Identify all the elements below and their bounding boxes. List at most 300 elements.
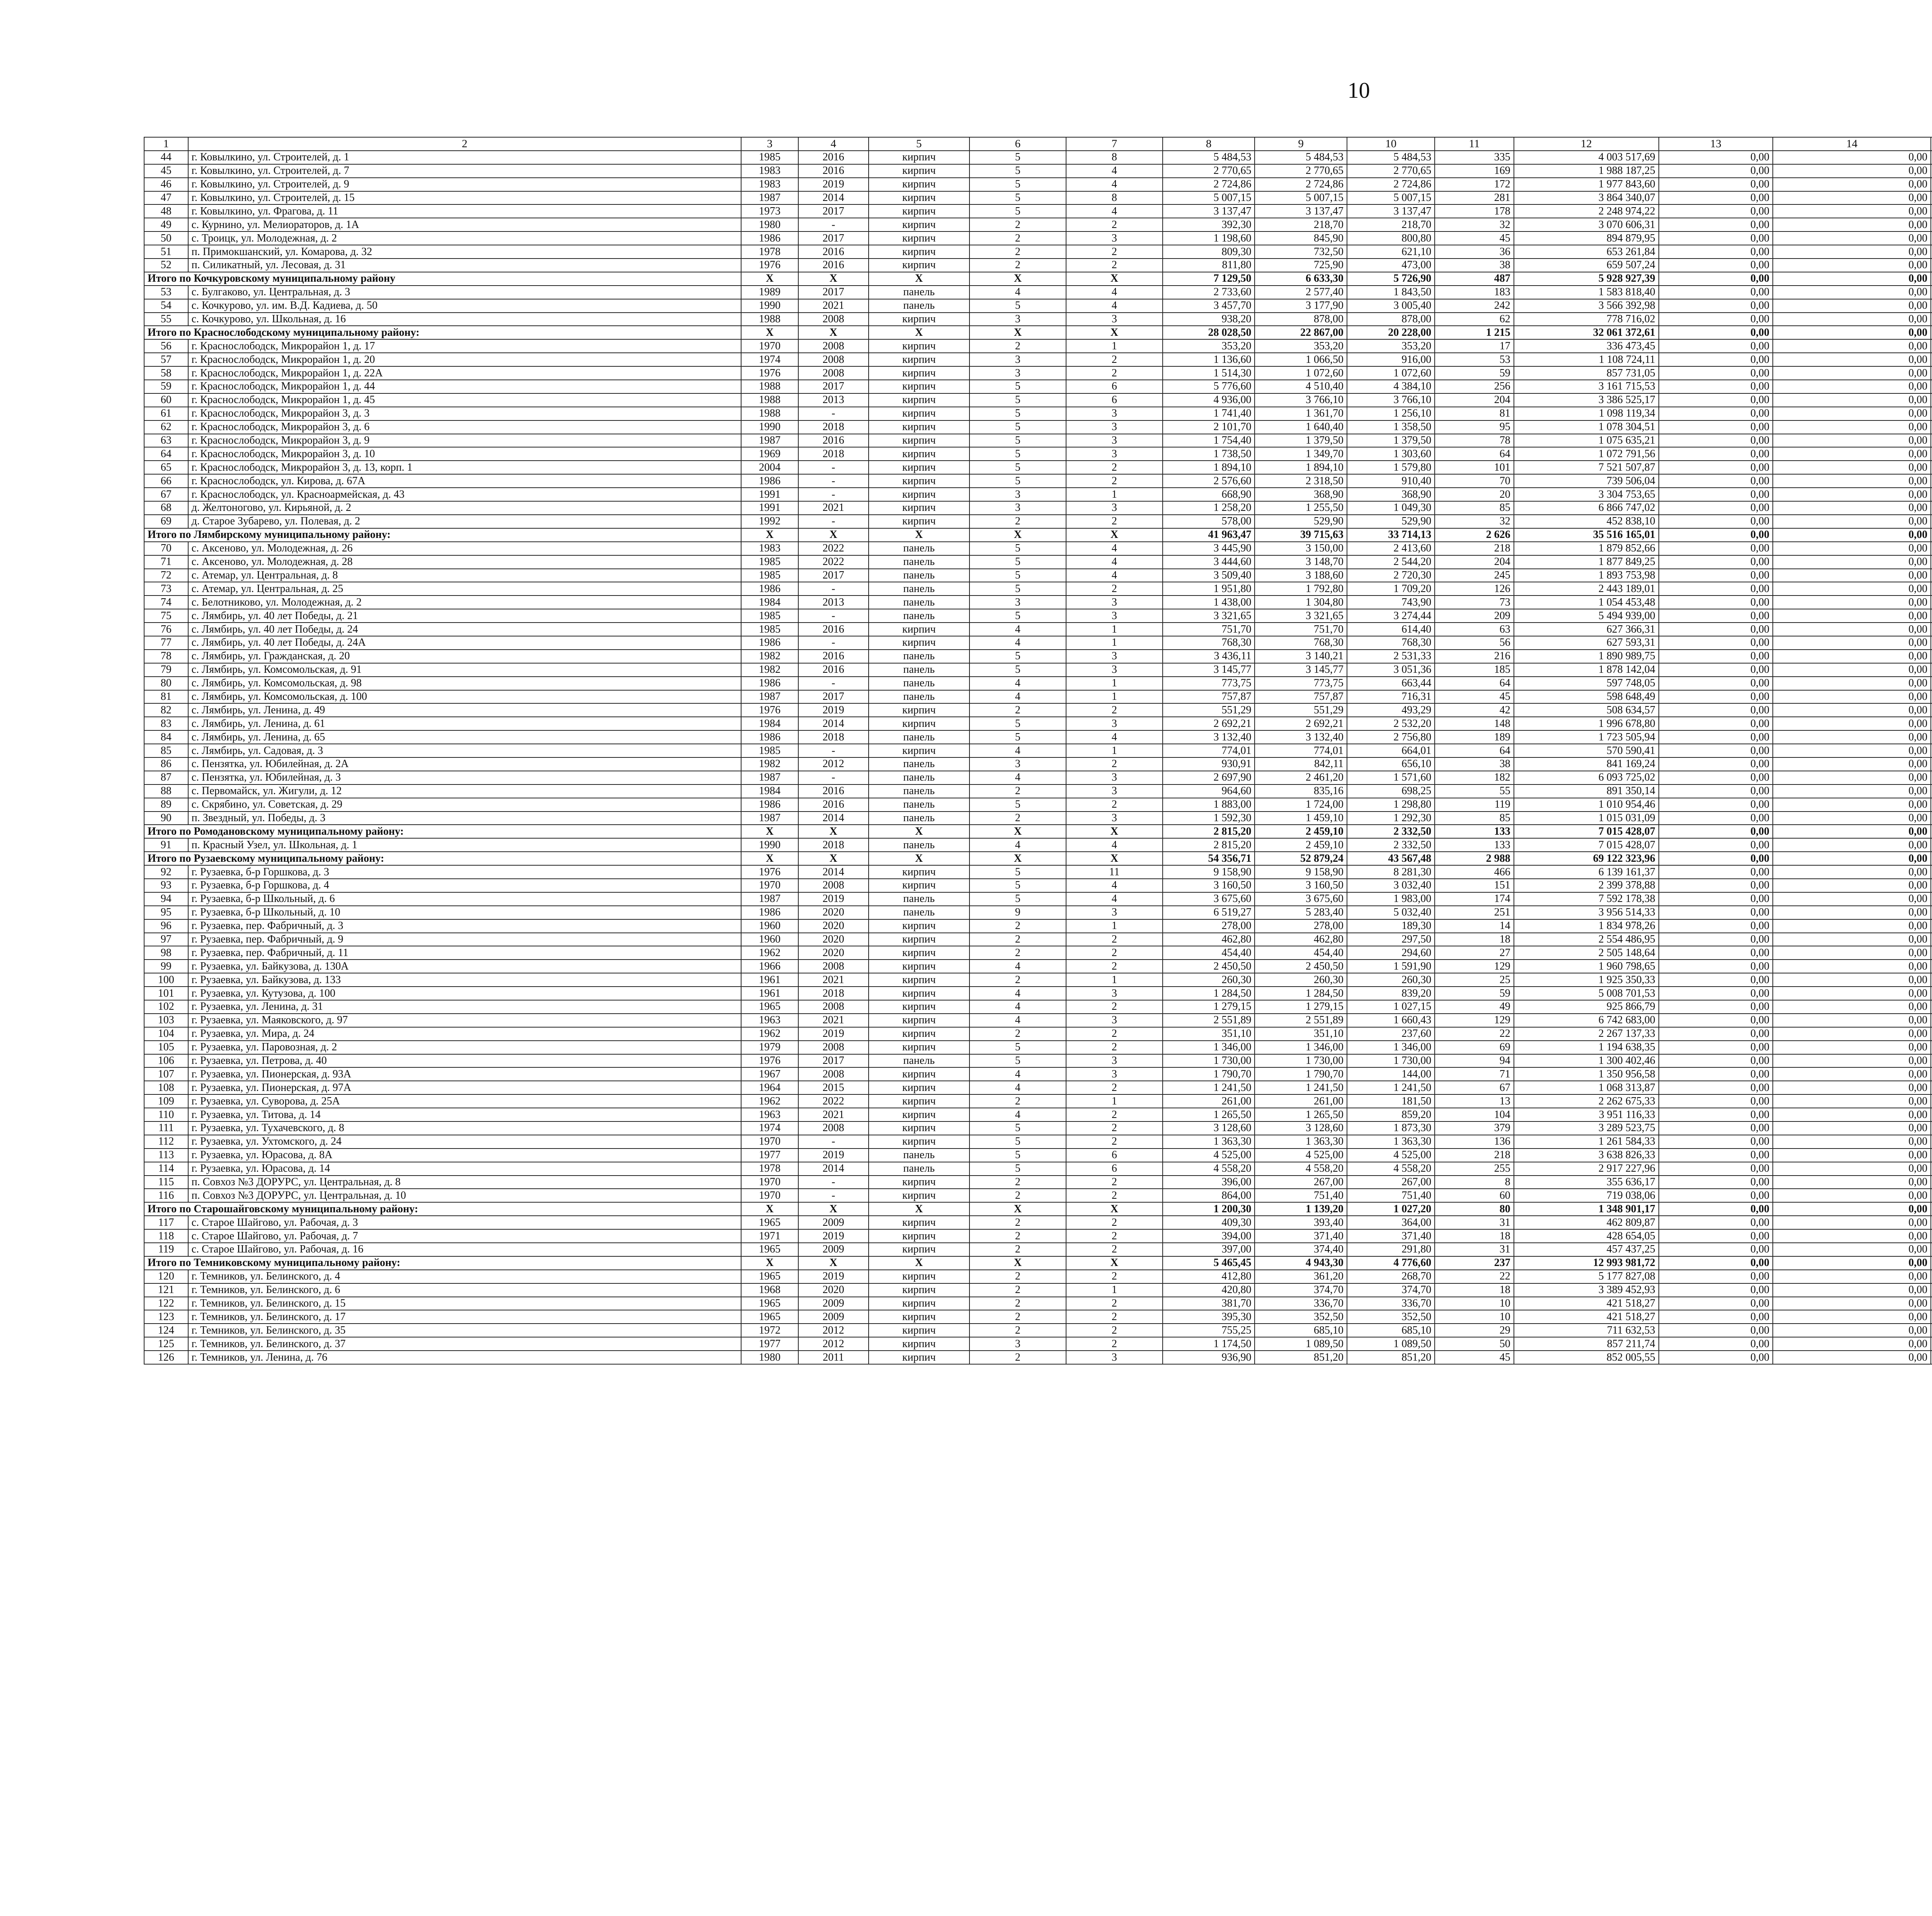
table-cell: 64 xyxy=(1435,677,1514,690)
table-cell: 5 xyxy=(969,1135,1066,1149)
address-cell: с. Лямбирь, ул. Комсомольская, д. 98 xyxy=(188,677,742,690)
table-cell: 5 177 827,08 xyxy=(1514,1270,1659,1283)
row-number-cell: 113 xyxy=(144,1149,188,1162)
table-cell: 1965 xyxy=(741,1000,798,1014)
table-cell: 1 198,60 xyxy=(1163,231,1255,245)
table-cell: 1991 xyxy=(741,488,798,501)
table-cell: панель xyxy=(869,798,969,812)
table-cell: 1 730,00 xyxy=(1163,1054,1255,1068)
table-cell: 1982 xyxy=(741,650,798,663)
table-cell: 851,20 xyxy=(1347,1351,1435,1364)
table-cell: 1990 xyxy=(741,420,798,434)
table-cell: 2 724,86 xyxy=(1347,178,1435,191)
row-number-cell: 58 xyxy=(144,366,188,380)
table-row xyxy=(144,987,1932,1000)
district-total-row xyxy=(144,825,1932,838)
table-cell: 3 xyxy=(969,366,1066,380)
table-row xyxy=(144,798,1932,812)
table-cell: X xyxy=(969,528,1066,542)
table-cell: 1 xyxy=(1066,919,1163,933)
table-cell: 1 255,50 xyxy=(1255,501,1347,515)
row-number-cell: 88 xyxy=(144,784,188,798)
table-cell: 1991 xyxy=(741,501,798,515)
table-row xyxy=(144,569,1932,582)
table-cell: кирпич xyxy=(869,1243,969,1256)
address-cell: д. Старое Зубарево, ул. Полевая, д. 2 xyxy=(188,515,742,528)
address-cell: г. Краснослободск, Микрорайон 1, д. 20 xyxy=(188,353,742,366)
table-cell: панель xyxy=(869,906,969,919)
table-cell: 1 300 402,46 xyxy=(1514,1054,1659,1068)
table-cell: 0,00 xyxy=(1659,1297,1773,1310)
table-row xyxy=(144,1162,1932,1176)
table-cell: 1 883,00 xyxy=(1163,798,1255,812)
table-cell: 0,00 xyxy=(1659,1189,1773,1202)
table-row xyxy=(144,1310,1932,1324)
table-cell: 0,00 xyxy=(1659,407,1773,420)
table-cell: 0,00 xyxy=(1659,1027,1773,1041)
table-cell: 3 145,77 xyxy=(1163,663,1255,677)
table-cell: 5 xyxy=(969,663,1066,677)
table-cell: 368,90 xyxy=(1255,488,1347,501)
table-cell: 6 866 747,02 xyxy=(1514,501,1659,515)
table-cell: кирпич xyxy=(869,1229,969,1243)
table-cell: 182 xyxy=(1435,771,1514,784)
table-cell: 773,75 xyxy=(1255,677,1347,690)
table-cell: кирпич xyxy=(869,1270,969,1283)
table-cell: 1986 xyxy=(741,582,798,596)
table-cell: 85 xyxy=(1435,812,1514,825)
table-cell: 0,00 xyxy=(1773,596,1931,609)
table-cell: 5 xyxy=(969,609,1066,623)
table-cell: 3 638 826,33 xyxy=(1514,1149,1659,1162)
table-cell: 2021 xyxy=(798,1014,869,1027)
table-cell: 1 996 678,80 xyxy=(1514,717,1659,730)
table-cell: 3 321,65 xyxy=(1255,609,1347,623)
table-cell: 1 194 638,35 xyxy=(1514,1041,1659,1054)
table-cell: 3 444,60 xyxy=(1163,555,1255,569)
table-cell: 183 xyxy=(1435,286,1514,299)
table-cell: кирпич xyxy=(869,231,969,245)
table-cell: 1969 xyxy=(741,447,798,461)
table-cell: 1970 xyxy=(741,339,798,353)
district-total-label: Итого по Ромодановскому муниципальному району: xyxy=(144,825,741,838)
table-cell: 2 xyxy=(969,973,1066,987)
table-cell: 2 xyxy=(1066,1189,1163,1202)
table-cell: 0,00 xyxy=(1773,1081,1931,1094)
table-cell: 0,00 xyxy=(1659,960,1773,973)
table-cell: 0,00 xyxy=(1773,744,1931,757)
table-cell: 0,00 xyxy=(1773,919,1931,933)
table-cell: 148 xyxy=(1435,717,1514,730)
table-cell: 2 xyxy=(1066,1297,1163,1310)
table-cell: 0,00 xyxy=(1773,204,1931,218)
table-cell: 0,00 xyxy=(1659,1202,1773,1216)
table-cell: 1 010 954,46 xyxy=(1514,798,1659,812)
table-cell: 2 xyxy=(969,1216,1066,1229)
table-cell: 0,00 xyxy=(1773,784,1931,798)
table-cell: 1 136,60 xyxy=(1163,353,1255,366)
table-cell: 1988 xyxy=(741,407,798,420)
address-cell: с. Булгаково, ул. Центральная, д. 3 xyxy=(188,286,742,299)
table-cell: 0,00 xyxy=(1659,1310,1773,1324)
table-cell: 7 129,50 xyxy=(1163,272,1255,286)
table-cell: 2 xyxy=(1066,1027,1163,1041)
table-cell: 35 516 165,01 xyxy=(1514,528,1659,542)
row-number-cell: 62 xyxy=(144,420,188,434)
table-cell: 2021 xyxy=(798,501,869,515)
table-cell: 2 xyxy=(1066,960,1163,973)
table-row xyxy=(144,1243,1932,1256)
table-cell: панель xyxy=(869,582,969,596)
table-cell: 1964 xyxy=(741,1081,798,1094)
address-cell: г. Рузаевка, ул. Пионерская, д. 93А xyxy=(188,1067,742,1081)
table-cell: 1973 xyxy=(741,204,798,218)
row-number-cell: 54 xyxy=(144,299,188,313)
table-cell: 493,29 xyxy=(1347,703,1435,717)
table-cell: кирпич xyxy=(869,259,969,272)
table-cell: 3 509,40 xyxy=(1163,569,1255,582)
table-cell: 5 484,53 xyxy=(1255,151,1347,164)
table-cell: 2019 xyxy=(798,178,869,191)
table-cell: 2 xyxy=(969,784,1066,798)
table-cell: 394,00 xyxy=(1163,1229,1255,1243)
table-cell: 5 xyxy=(969,555,1066,569)
table-cell: 245 xyxy=(1435,569,1514,582)
table-cell: 1 298,80 xyxy=(1347,798,1435,812)
table-cell: X xyxy=(869,852,969,865)
table-cell: 1 640,40 xyxy=(1255,420,1347,434)
table-cell: кирпич xyxy=(869,987,969,1000)
table-cell: X xyxy=(869,1256,969,1270)
address-cell: г. Краснослободск, Микрорайон 3, д. 9 xyxy=(188,434,742,448)
table-cell: 2019 xyxy=(798,1027,869,1041)
address-cell: г. Рузаевка, ул. Мира, д. 24 xyxy=(188,1027,742,1041)
table-cell: 4 xyxy=(1066,555,1163,569)
table-cell: 462,80 xyxy=(1255,933,1347,946)
table-cell: 0,00 xyxy=(1773,677,1931,690)
address-cell: г. Ковылкино, ул. Фрагова, д. 11 xyxy=(188,204,742,218)
table-cell: 551,29 xyxy=(1255,703,1347,717)
table-cell: 1977 xyxy=(741,1149,798,1162)
table-cell: 216 xyxy=(1435,650,1514,663)
table-cell: 1967 xyxy=(741,1067,798,1081)
table-cell: 0,00 xyxy=(1659,488,1773,501)
table-cell: 0,00 xyxy=(1773,1000,1931,1014)
table-cell: 0,00 xyxy=(1659,987,1773,1000)
row-number-cell: 80 xyxy=(144,677,188,690)
row-number-cell: 46 xyxy=(144,178,188,191)
table-cell: 251 xyxy=(1435,906,1514,919)
table-cell: 7 015 428,07 xyxy=(1514,825,1659,838)
table-cell: 2 577,40 xyxy=(1255,286,1347,299)
table-cell: 1 139,20 xyxy=(1255,1202,1347,1216)
table-cell: 3 304 753,65 xyxy=(1514,488,1659,501)
table-cell: кирпич xyxy=(869,973,969,987)
table-cell: 5 007,15 xyxy=(1255,191,1347,205)
table-cell: 0,00 xyxy=(1773,825,1931,838)
table-cell: 1962 xyxy=(741,1094,798,1108)
table-cell: 1 027,15 xyxy=(1347,1000,1435,1014)
table-cell: 260,30 xyxy=(1255,973,1347,987)
table-cell: X xyxy=(1066,825,1163,838)
table-cell: кирпич xyxy=(869,879,969,892)
table-cell: 3 xyxy=(1066,313,1163,326)
table-cell: X xyxy=(969,272,1066,286)
table-cell: 1 346,00 xyxy=(1347,1041,1435,1054)
address-cell: г. Ковылкино, ул. Строителей, д. 15 xyxy=(188,191,742,205)
table-cell: 1985 xyxy=(741,151,798,164)
table-cell: 0,00 xyxy=(1659,353,1773,366)
table-cell: кирпич xyxy=(869,919,969,933)
table-cell: - xyxy=(798,488,869,501)
table-cell: X xyxy=(1066,326,1163,339)
table-cell: 4 xyxy=(969,1108,1066,1121)
table-cell: 3 766,10 xyxy=(1347,393,1435,407)
table-cell: 2 xyxy=(1066,933,1163,946)
table-cell: 1965 xyxy=(741,1310,798,1324)
table-cell: 598 648,49 xyxy=(1514,690,1659,704)
table-cell: 851,20 xyxy=(1255,1351,1347,1364)
table-cell: панель xyxy=(869,299,969,313)
table-cell: 392,30 xyxy=(1163,218,1255,231)
address-cell: п. Красный Узел, ул. Школьная, д. 1 xyxy=(188,838,742,852)
table-cell: 0,00 xyxy=(1659,663,1773,677)
table-cell: 2021 xyxy=(798,299,869,313)
table-cell: 2 xyxy=(1066,515,1163,528)
table-cell: 739 506,04 xyxy=(1514,474,1659,488)
table-cell: 1 877 849,25 xyxy=(1514,555,1659,569)
table-cell: 1 723 505,94 xyxy=(1514,730,1659,744)
table-cell: панель xyxy=(869,690,969,704)
table-cell: 1 346,00 xyxy=(1163,1041,1255,1054)
table-cell: 1 241,50 xyxy=(1163,1081,1255,1094)
table-cell: 1 xyxy=(1066,690,1163,704)
address-cell: г. Рузаевка, б-р Горшкова, д. 3 xyxy=(188,865,742,879)
table-row xyxy=(144,1027,1932,1041)
address-cell: с. Старое Шайгово, ул. Рабочая, д. 3 xyxy=(188,1216,742,1229)
table-row xyxy=(144,1283,1932,1297)
table-cell: 4 xyxy=(1066,286,1163,299)
table-row xyxy=(144,1135,1932,1149)
table-cell: 1976 xyxy=(741,259,798,272)
table-cell: X xyxy=(869,528,969,542)
table-cell: - xyxy=(798,461,869,474)
table-cell: 3 160,50 xyxy=(1163,879,1255,892)
table-cell: 0,00 xyxy=(1659,380,1773,393)
table-cell: 0,00 xyxy=(1773,892,1931,906)
table-cell: 1968 xyxy=(741,1283,798,1297)
table-cell: 5 008 701,53 xyxy=(1514,987,1659,1000)
table-cell: 1 879 852,66 xyxy=(1514,542,1659,555)
address-cell: с. Лямбирь, ул. Ленина, д. 65 xyxy=(188,730,742,744)
table-cell: 5 xyxy=(969,1149,1066,1162)
table-row xyxy=(144,650,1932,663)
table-cell: 3 xyxy=(1066,1067,1163,1081)
table-cell: 22 867,00 xyxy=(1255,326,1347,339)
table-cell: 1984 xyxy=(741,596,798,609)
table-cell: 1961 xyxy=(741,987,798,1000)
table-cell: 209 xyxy=(1435,609,1514,623)
table-cell: 809,30 xyxy=(1163,245,1255,259)
table-cell: 3 864 340,07 xyxy=(1514,191,1659,205)
table-cell: 0,00 xyxy=(1773,353,1931,366)
row-number-cell: 67 xyxy=(144,488,188,501)
table-cell: 1 977 843,60 xyxy=(1514,178,1659,191)
table-cell: 1984 xyxy=(741,717,798,730)
table-cell: 878,00 xyxy=(1347,313,1435,326)
table-cell: 5 xyxy=(969,178,1066,191)
table-cell: 841 169,24 xyxy=(1514,757,1659,771)
table-cell: 0,00 xyxy=(1773,582,1931,596)
table-cell: 0,00 xyxy=(1773,879,1931,892)
table-cell: 5 776,60 xyxy=(1163,380,1255,393)
table-cell: 7 592 178,38 xyxy=(1514,892,1659,906)
table-cell: - xyxy=(798,609,869,623)
table-cell: 2017 xyxy=(798,380,869,393)
address-cell: с. Лямбирь, ул. Ленина, д. 61 xyxy=(188,717,742,730)
table-cell: 0,00 xyxy=(1773,569,1931,582)
table-cell: 2 720,30 xyxy=(1347,569,1435,582)
table-cell: 3 xyxy=(1066,717,1163,730)
table-cell: 614,40 xyxy=(1347,623,1435,636)
address-cell: г. Рузаевка, ул. Тухачевского, д. 8 xyxy=(188,1121,742,1135)
table-cell: 4 xyxy=(969,960,1066,973)
table-cell: 1 075 635,21 xyxy=(1514,434,1659,448)
table-cell: - xyxy=(798,515,869,528)
table-cell: 393,40 xyxy=(1255,1216,1347,1229)
table-cell: 2 459,10 xyxy=(1255,825,1347,838)
table-cell: 2014 xyxy=(798,865,869,879)
address-cell: г. Рузаевка, ул. Паровозная, д. 2 xyxy=(188,1041,742,1054)
table-cell: 1 284,50 xyxy=(1255,987,1347,1000)
table-cell: 2 xyxy=(969,812,1066,825)
table-row xyxy=(144,555,1932,569)
table-cell: 59 xyxy=(1435,987,1514,1000)
table-cell: 421 518,27 xyxy=(1514,1297,1659,1310)
table-cell: 3 445,90 xyxy=(1163,542,1255,555)
table-body xyxy=(144,137,1932,1364)
table-cell: панель xyxy=(869,892,969,906)
table-cell: 5 928 927,39 xyxy=(1514,272,1659,286)
table-cell: 0,00 xyxy=(1773,1216,1931,1229)
table-cell: 4 558,20 xyxy=(1255,1162,1347,1176)
table-cell: 204 xyxy=(1435,555,1514,569)
table-cell: 5 xyxy=(969,407,1066,420)
table-row xyxy=(144,1176,1932,1189)
table-cell: 1970 xyxy=(741,1189,798,1202)
address-cell: г. Рузаевка, ул. Ухтомского, д. 24 xyxy=(188,1135,742,1149)
table-cell: 4 xyxy=(969,286,1066,299)
table-cell: 0,00 xyxy=(1773,865,1931,879)
address-cell: г. Краснослободск, Микрорайон 1, д. 44 xyxy=(188,380,742,393)
table-row xyxy=(144,919,1932,933)
table-cell: 12 993 981,72 xyxy=(1514,1256,1659,1270)
table-cell: 0,00 xyxy=(1773,838,1931,852)
table-cell: 0,00 xyxy=(1659,191,1773,205)
table-cell: 2016 xyxy=(798,151,869,164)
table-row xyxy=(144,1067,1932,1081)
table-cell: 2019 xyxy=(798,703,869,717)
table-cell: 757,87 xyxy=(1255,690,1347,704)
row-number-cell: 60 xyxy=(144,393,188,407)
table-cell: 0,00 xyxy=(1773,542,1931,555)
table-cell: 1985 xyxy=(741,609,798,623)
table-cell: 1976 xyxy=(741,1054,798,1068)
address-cell: г. Рузаевка, б-р Школьный, д. 10 xyxy=(188,906,742,919)
row-number-cell: 92 xyxy=(144,865,188,879)
table-cell: 0,00 xyxy=(1773,852,1931,865)
table-cell: 4 558,20 xyxy=(1347,1162,1435,1176)
table-cell: 1 894,10 xyxy=(1163,461,1255,474)
table-cell: панель xyxy=(869,609,969,623)
row-number-cell: 91 xyxy=(144,838,188,852)
table-cell: 0,00 xyxy=(1773,650,1931,663)
table-cell: 3 xyxy=(1066,663,1163,677)
table-cell: 1 843,50 xyxy=(1347,286,1435,299)
table-cell: 457 437,25 xyxy=(1514,1243,1659,1256)
table-cell: 5 007,15 xyxy=(1347,191,1435,205)
table-cell: 0,00 xyxy=(1659,393,1773,407)
table-cell: 412,80 xyxy=(1163,1270,1255,1283)
table-cell: 0,00 xyxy=(1659,245,1773,259)
table-cell: 778 716,02 xyxy=(1514,313,1659,326)
table-cell: 454,40 xyxy=(1163,946,1255,960)
table-cell: 1 303,60 xyxy=(1347,447,1435,461)
housing-registry-table xyxy=(144,137,1932,1365)
row-number-cell: 72 xyxy=(144,569,188,582)
table-cell: 1 741,40 xyxy=(1163,407,1255,420)
table-cell: 260,30 xyxy=(1347,973,1435,987)
table-cell: 1 xyxy=(1066,973,1163,987)
table-cell: 2022 xyxy=(798,555,869,569)
row-number-cell: 108 xyxy=(144,1081,188,1094)
table-cell: 4 384,10 xyxy=(1347,380,1435,393)
table-cell: 1 878 142,04 xyxy=(1514,663,1659,677)
table-row xyxy=(144,1189,1932,1202)
table-row xyxy=(144,313,1932,326)
address-cell: с. Лямбирь, ул. 40 лет Победы, д. 24А xyxy=(188,636,742,650)
table-row xyxy=(144,501,1932,515)
table-cell: 0,00 xyxy=(1659,1256,1773,1270)
table-row xyxy=(144,1216,1932,1229)
table-cell: 0,00 xyxy=(1659,366,1773,380)
table-cell: 0,00 xyxy=(1659,1337,1773,1351)
table-cell: 2 626 xyxy=(1435,528,1514,542)
address-cell: г. Рузаевка, ул. Юрасова, д. 8А xyxy=(188,1149,742,1162)
table-cell: 261,00 xyxy=(1163,1094,1255,1108)
table-cell: 0,00 xyxy=(1659,259,1773,272)
table-cell: 6 093 725,02 xyxy=(1514,771,1659,784)
table-cell: 2008 xyxy=(798,366,869,380)
table-cell: 5 xyxy=(969,1121,1066,1135)
table-row xyxy=(144,286,1932,299)
table-cell: 0,00 xyxy=(1659,1135,1773,1149)
table-row xyxy=(144,151,1932,164)
table-cell: 5 xyxy=(969,1162,1066,1176)
table-row xyxy=(144,366,1932,380)
table-row xyxy=(144,1121,1932,1135)
table-cell: 835,16 xyxy=(1255,784,1347,798)
table-cell: 1 873,30 xyxy=(1347,1121,1435,1135)
table-row xyxy=(144,1081,1932,1094)
table-cell: панель xyxy=(869,1149,969,1162)
table-cell: 0,00 xyxy=(1773,1229,1931,1243)
table-cell: 1 200,30 xyxy=(1163,1202,1255,1216)
table-cell: 0,00 xyxy=(1773,245,1931,259)
table-cell: 278,00 xyxy=(1255,919,1347,933)
table-cell: 420,80 xyxy=(1163,1283,1255,1297)
address-cell: с. Пензятка, ул. Юбилейная, д. 3 xyxy=(188,771,742,784)
